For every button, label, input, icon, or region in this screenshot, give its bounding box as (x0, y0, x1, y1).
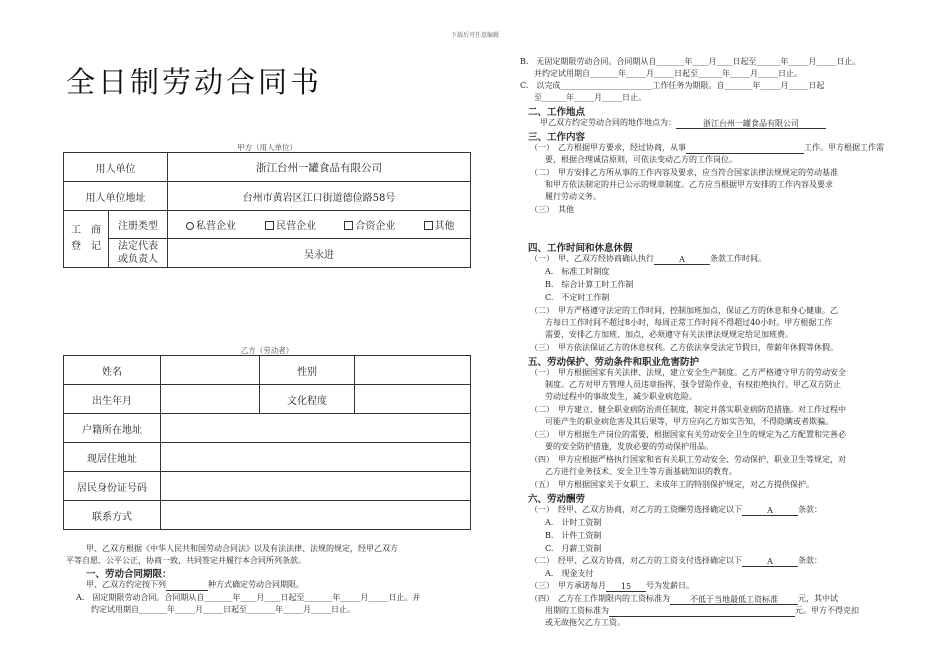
workplace-value[interactable]: 浙江台州一罐食品有限公司 (676, 119, 826, 129)
residence-field[interactable] (161, 443, 471, 472)
section-3-title: 三、工作内容 (528, 132, 586, 143)
contact-label: 联系方式 (64, 501, 161, 530)
job-blank[interactable] (686, 144, 804, 154)
section-4-item-1 (530, 253, 766, 265)
section-6-item-2 (530, 555, 822, 567)
preamble-line-1: 甲、乙双方根据《中华人民共和国劳动合同法》以及有法法律、法规的规定，经甲乙双方 (86, 544, 398, 553)
address-value[interactable]: 台州市黄岩区江口街道德俭路58号 (168, 182, 471, 211)
legal-rep-value[interactable]: 吴永进 (168, 239, 471, 268)
pay-method-choice[interactable]: A (742, 506, 798, 516)
employer-label: 用人单位 (64, 153, 168, 182)
birth-field[interactable] (161, 385, 260, 414)
registration-type-label: 注册类型 (109, 211, 168, 239)
registration-label-line2: 登 记 (71, 241, 101, 252)
section-1-option-a-line-2: 约定试用期自_______年_____月_____日起至_______年_____月_____日止。 (91, 605, 355, 614)
pay-delivery-choice[interactable]: A (742, 557, 798, 567)
work-hours-option-b: B. 综合计算工时工作制 (545, 280, 634, 289)
party-b-caption: 乙方（劳动者） (240, 346, 294, 355)
checkbox-icon (265, 221, 274, 230)
section-4-item-3: （三） 甲方依法保证乙方的休息权利。乙方依法享受法定节假日，带薪年休假等休假。 (530, 343, 838, 352)
probation-wage-blank[interactable] (609, 607, 795, 617)
birth-label: 出生年月 (64, 385, 161, 414)
checkbox-icon (344, 221, 353, 230)
registration-label-line1: 工 商 (71, 225, 101, 236)
residence-label: 现居住地址 (64, 443, 161, 472)
gender-field[interactable] (355, 356, 471, 385)
education-label: 文化程度 (260, 385, 355, 414)
selected-radio-icon (186, 222, 194, 230)
section-3-item-2-line-1: （二） 甲方安排乙方所从事的工作内容及要求，应当符合国家法律法规规定的劳动基准 (530, 168, 838, 177)
pay-method-option-c: C. 月薪工资制 (545, 544, 602, 553)
work-hours-choice[interactable]: A (654, 255, 710, 265)
party-b-table (63, 355, 471, 530)
option-b-line-1: B. 无固定期限劳动合同。合同期从自_______年____月____日起至______年_____月_____日止。 (520, 57, 861, 66)
job-text-b: 工作。甲方根据工作需 (804, 143, 884, 152)
payday-text-a: （三） 甲方承诺每月 (530, 581, 606, 590)
household-field[interactable] (161, 414, 471, 443)
section-6-title: 六、劳动酬劳 (528, 494, 586, 505)
registration-type-options (168, 211, 471, 239)
work-hours-text-a: （一） 甲、乙双方经协商确认执行 (530, 254, 654, 263)
section-6-item-4-line-3: 或无故拖欠乙方工资。 (545, 618, 625, 627)
wage-text-b: 元，其中试 (798, 594, 838, 603)
pay-method-text-a: （一） 经甲、乙双方协商，对乙方的工资酬劳选择确定以下 (530, 505, 742, 514)
legal-rep-label-line1: 法定代表 (118, 241, 158, 252)
page-note: 下载后可任意编辑 (450, 32, 499, 39)
section-4-item-2-line-1: （二） 甲方严格遵守法定的工作时间，控制加班加点，保证乙方的休息和身心健康。乙 (530, 306, 838, 315)
option-other[interactable] (424, 217, 455, 232)
address-label: 用人单位地址 (64, 182, 168, 211)
section-1-text-a: 甲、乙双方约定按下列 (86, 580, 166, 589)
section-5-item-4-line-1: （四） 甲方应根据严格执行国家和省有关职工劳动安全、劳动保护、职业卫生等规定，对 (530, 455, 846, 464)
section-5-title: 五、劳动保护、劳动条件和职业危害防护 (528, 357, 700, 368)
section-2-title: 二、工作地点 (528, 107, 586, 118)
pay-delivery-option-a: A. 现金支付 (545, 569, 594, 578)
preamble-line-2: 平等自愿、公平公正，协商一致，共同签定并履行本合同所列条款。 (66, 556, 306, 565)
pay-delivery-text-b: 条款： (798, 556, 822, 565)
document-title: 全日制劳动合同书 (66, 65, 323, 99)
name-label: 姓名 (64, 356, 161, 385)
work-hours-option-a: A. 标准工时制度 (545, 267, 610, 276)
section-6-item-4-line-2 (545, 605, 859, 617)
wage-text-a: （四） 乙方在工作期限内的工资标准为 (530, 594, 670, 603)
work-hours-option-c: C. 不定时工作制 (545, 293, 610, 302)
section-3-item-2-line-2: 和甲方依法制定的并已公示的规章制度。乙方应当根据甲方安排的工作内容及要求 (545, 180, 833, 189)
section-1-line-1 (86, 579, 304, 591)
employer-value[interactable]: 浙江台州一罐食品有限公司 (168, 153, 471, 182)
section-5-item-5: （五） 甲方根据国家关于女职工、未成年工的特别保护规定，对乙方提供保护。 (530, 480, 814, 489)
section-5-item-2-line-2: 可能产生的职业病危害及其后果等，甲方应向乙方如实告知，不得隐瞒或者欺骗。 (545, 417, 833, 426)
pay-method-text-b: 条款： (798, 505, 822, 514)
section-3-item-1-line-2: 要，根据合理诚信原则，可依法变动乙方的工作岗位。 (545, 155, 737, 164)
section-5-item-1-line-2: 制度。乙方对甲方管理人员违章指挥，强令冒险作业，有权拒绝执行。甲乙双方防止 (545, 380, 841, 389)
option-private[interactable] (186, 217, 262, 232)
section-4-item-2-line-3: 需要，安排乙方加班、加点，必须遵守有关法律法规规定给足加班费。 (545, 330, 793, 339)
section-6-item-4-line-1 (530, 593, 838, 605)
party-a-caption: 甲方（用人单位） (237, 143, 297, 152)
workplace-label: 甲乙双方约定劳动合同的地作地点为： (540, 118, 676, 127)
section-4-title: 四、工作时间和休息休假 (528, 243, 633, 254)
education-field[interactable] (355, 385, 471, 414)
section-5-item-1-line-1: （一） 甲方根据国家有关法律、法规，建立安全生产制度。乙方严格遵守甲方的劳动安全 (530, 368, 846, 377)
section-5-item-3-line-1: （三） 甲方根据生产岗位的需要，根据国家有关劳动安全卫生的规定为乙方配置和完善必 (530, 430, 846, 439)
legal-rep-label (109, 239, 168, 268)
option-private-label: 私营企业 (196, 221, 236, 232)
section-2-line (540, 117, 826, 129)
section-6-item-3 (530, 580, 694, 592)
section-1-title: 一、劳动合同期限： (86, 569, 172, 580)
probation-wage-text-b: 元。甲方不得克扣 (795, 606, 859, 615)
pay-delivery-text-a: （二） 经甲、乙双方协商，对乙方的工资支付选择确定以下 (530, 556, 742, 565)
option-b-line-2: 并约定试用期自_______年_____月_____日起至______年_____月_____日止。 (534, 69, 802, 78)
section-4-item-2-line-2: 方每日工作时间不超过8小时，每周正常工作时间不得超过40小时。甲方根据工作 (545, 318, 833, 327)
option-c-line-1: C. 以完成_______________________工作任务为期限。自_______年_____月_____日起 (520, 81, 825, 90)
section-5-item-4-line-2: 乙方进行业务技术、安全卫生等方面基础知识的教育。 (545, 467, 737, 476)
id-label: 居民身份证号码 (64, 472, 161, 501)
section-6-item-1 (530, 504, 822, 516)
section-5-item-2-line-1: （二） 甲方建立、健全职业病防治责任制度，制定并落实职业病防范措施。对工作过程中 (530, 405, 846, 414)
option-civil[interactable] (265, 217, 341, 232)
household-label: 户籍所在地址 (64, 414, 161, 443)
payday-text-b: 号为发薪日。 (646, 581, 694, 590)
option-other-label: 其他 (434, 221, 455, 232)
name-field[interactable] (161, 356, 260, 385)
option-joint[interactable] (344, 217, 420, 232)
work-hours-text-b: 条款工作时间。 (710, 254, 766, 263)
registration-label (64, 211, 109, 268)
legal-rep-label-line2: 或负责人 (118, 254, 158, 265)
option-joint-label: 合资企业 (355, 221, 396, 232)
contact-field[interactable] (161, 501, 471, 530)
contract-type-blank[interactable] (166, 581, 208, 591)
section-1-text-b: 种方式确定劳动合同期限。 (208, 580, 304, 589)
option-c-line-2: 至______年_____月_____日止。 (534, 93, 646, 102)
section-1-option-a-line-1: A. 固定期限劳动合同。合同期从自_______年____月____日起至_______年_____月_____日止。并 (76, 593, 421, 602)
payday-value[interactable]: 15 (606, 582, 646, 592)
probation-wage-text-a: 用期的工资标准为 (545, 606, 609, 615)
section-3-item-3: （三） 其他 (530, 205, 574, 214)
id-field[interactable] (161, 472, 471, 501)
section-3-item-1-line-1 (530, 142, 884, 154)
section-5-item-1-line-3: 劳动过程中的事故发生，减少职业病危险。 (545, 392, 697, 401)
party-a-table (63, 152, 471, 268)
wage-standard-value[interactable]: 不低于当地最低工资标准 (670, 595, 798, 605)
pay-method-option-b: B. 计件工资制 (545, 531, 602, 540)
pay-method-option-a: A. 计时工资制 (545, 518, 602, 527)
section-5-item-3-line-2: 要的安全防护措施，发放必要的劳动保护用品。 (545, 442, 713, 451)
option-civil-label: 民营企业 (276, 221, 317, 232)
gender-label: 性别 (260, 356, 355, 385)
job-text-a: （一） 乙方根据甲方要求，经过协商，从事 (530, 143, 686, 152)
section-3-item-2-line-3: 履行劳动义务。 (545, 192, 601, 201)
checkbox-icon (424, 221, 433, 230)
